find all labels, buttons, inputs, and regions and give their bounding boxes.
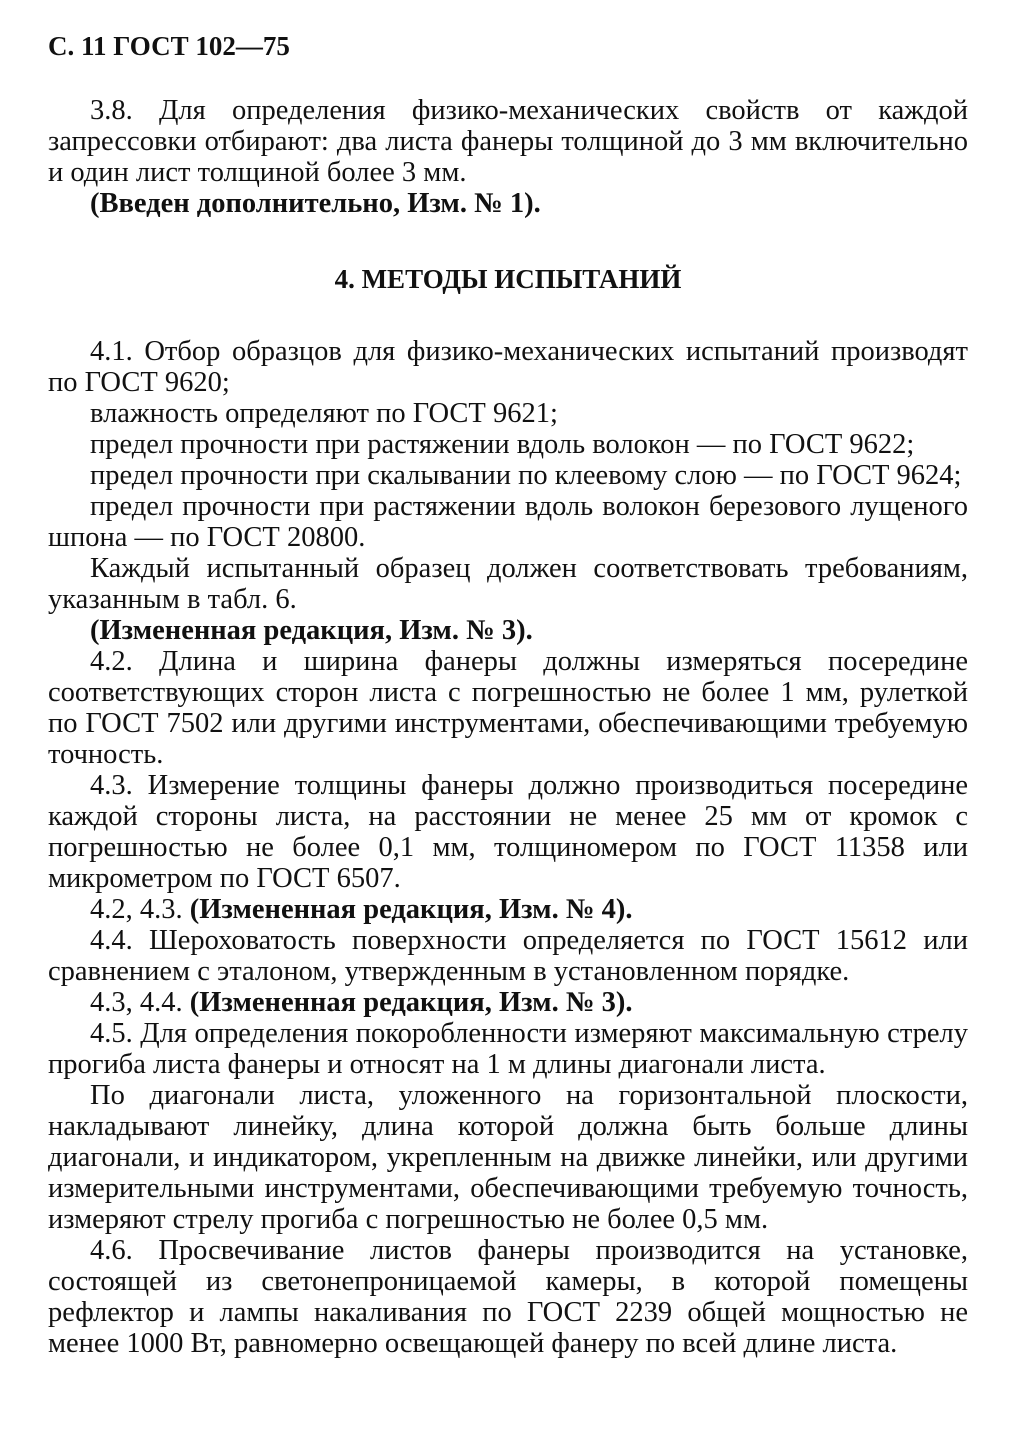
paragraph-4-5-method: По диагонали листа, уложенного на горизонтальной плоскости, накладывают линейку, длина которой должна быть больше длины диагонали, и индикатором, укрепленным на движке линейки, или другими измерительными инструментами, обеспечивающими требуемую точность, измеряют стрелу прогиба с погрешностью не более 0,5 мм. [48, 1080, 968, 1235]
page-header: С. 11 ГОСТ 102—75 [48, 31, 290, 61]
section-title: 4. МЕТОДЫ ИСПЫТАНИЙ [334, 264, 682, 294]
paragraph-4-2: 4.2. Длина и ширина фанеры должны измеряться посередине соответствующих сторон листа с погрешностью не более 1 мм, рулеткой по ГОСТ 7502 или другими инструментами, обеспечивающими требуемую точность. [48, 646, 968, 770]
amendment-ref: 4.2, 4.3. [90, 894, 183, 925]
paragraph-4-1-requirements: Каждый испытанный образец должен соответствовать требованиям, указанным в табл. 6. [48, 553, 968, 615]
paragraph-4-1-moisture: влажность определяют по ГОСТ 9621; [90, 398, 558, 429]
paragraph-3-8: 3.8. Для определения физико-механических свойств от каждой запрессовки отбирают: два листа фанеры толщиной до 3 мм включительно и один лист толщиной более 3 мм. [48, 95, 968, 188]
paragraph-4-1-shear: предел прочности при скалывании по клеевому слою — по ГОСТ 9624; [90, 460, 962, 491]
amendment-ref: 4.3, 4.4. [90, 987, 183, 1018]
amendment-note-4-1: (Измененная редакция, Изм. № 3). [90, 615, 533, 646]
amendment-note-4-2-4-3 [48, 894, 968, 925]
paragraph-4-6: 4.6. Просвечивание листов фанеры производится на установке, состоящей из светонепроницаемой камеры, в которой помещены рефлектор и лампы накаливания по ГОСТ 2239 общей мощностью не менее 1000 Вт, равномерно освещающей фанеру по всей длине листа. [48, 1235, 968, 1359]
paragraph-4-1-veneer: предел прочности при растяжении вдоль волокон березового лущеного шпона — по ГОСТ 20800. [48, 491, 968, 553]
paragraph-4-1: 4.1. Отбор образцов для физико-механических испытаний производят по ГОСТ 9620; [48, 336, 968, 398]
paragraph-4-1-tensile: предел прочности при растяжении вдоль волокон — по ГОСТ 9622; [90, 429, 915, 460]
paragraph-4-3: 4.3. Измерение толщины фанеры должно производиться посередине каждой стороны листа, на расстоянии не менее 25 мм от кромок с погрешностью не более 0,1 мм, толщиномером по ГОСТ 11358 или микрометром по ГОСТ 6507. [48, 770, 968, 894]
paragraph-4-4: 4.4. Шероховатость поверхности определяется по ГОСТ 15612 или сравнением с эталоном, утвержденным в установленном порядке. [48, 925, 968, 987]
amendment-note-3-8: (Введен дополнительно, Изм. № 1). [90, 188, 541, 219]
amendment-note-4-3-4-4 [48, 987, 968, 1018]
amendment-text: (Измененная редакция, Изм. № 4). [189, 894, 633, 925]
amendment-text: (Измененная редакция, Изм. № 3). [189, 987, 633, 1018]
paragraph-4-5: 4.5. Для определения покоробленности измеряют максимальную стрелу прогиба листа фанеры и относят на 1 м длины диагонали листа. [48, 1018, 968, 1080]
